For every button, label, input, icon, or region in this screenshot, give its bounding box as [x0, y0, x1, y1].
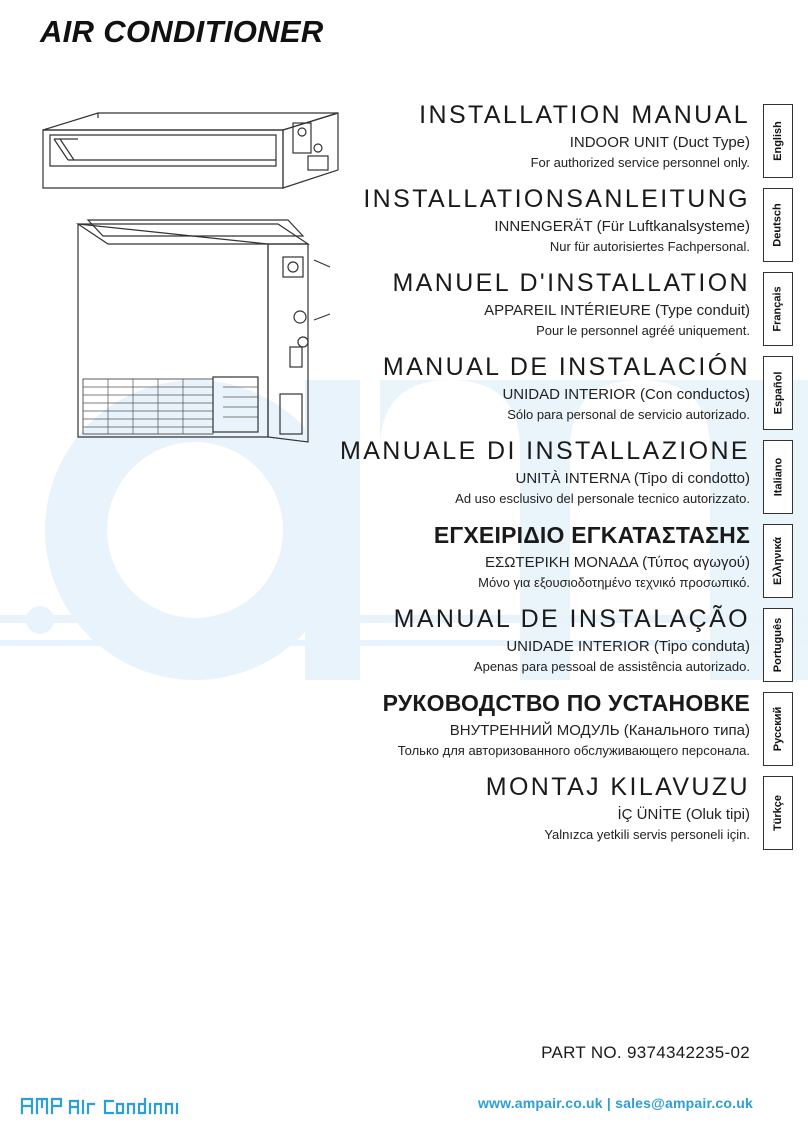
- section-title: MONTAJ KILAVUZU: [485, 773, 750, 801]
- section-title: MANUAL DE INSTALAÇÃO: [393, 605, 750, 633]
- section-title: ΕΓΧΕΙΡΙΔΙΟ ΕΓΚΑΤΑΣΤΑΣΗΣ: [433, 522, 750, 548]
- section-italiano: [290, 436, 750, 506]
- section-subtitle: İÇ ÜNİTE (Oluk tipi): [617, 806, 750, 823]
- section-english: [290, 100, 750, 170]
- section-subtitle: UNIDAD INTERIOR (Con conductos): [502, 386, 750, 403]
- tab-espanol[interactable]: [763, 356, 793, 430]
- section-subtitle: ВНУТРЕННИЙ МОДУЛЬ (Канального типа): [449, 722, 750, 739]
- section-title: MANUALE DI INSTALLAZIONE: [340, 437, 750, 465]
- section-note: Yalnızca yetkili servis personeli için.: [544, 827, 750, 842]
- section-subtitle: UNITÀ INTERNA (Tipo di condotto): [515, 470, 750, 487]
- section-subtitle: UNIDADE INTERIOR (Tipo conduta): [506, 638, 750, 655]
- email-link[interactable]: sales@ampair.co.uk: [615, 1095, 753, 1111]
- tab-ellinika[interactable]: [763, 524, 793, 598]
- section-turkce: [290, 772, 750, 842]
- section-portugues: [290, 604, 750, 674]
- tab-turkce[interactable]: [763, 776, 793, 850]
- tab-label: Türkçe: [772, 794, 785, 832]
- section-note: Apenas para pessoal de assistência autorizado.: [473, 659, 750, 674]
- tab-label: Português: [772, 617, 784, 673]
- section-subtitle: APPAREIL INTÉRIEURE (Type conduit): [484, 302, 750, 319]
- amp-air-conditioning-logo: [20, 1093, 180, 1115]
- section-title: РУКОВОДСТВО ПО УСТАНОВКЕ: [382, 690, 750, 716]
- tab-italiano[interactable]: [763, 440, 793, 514]
- section-deutsch: [290, 184, 750, 254]
- contact-separator: |: [606, 1095, 612, 1111]
- tab-label: Ελληνικά: [772, 537, 784, 585]
- section-espanol: [290, 352, 750, 422]
- section-subtitle: INDOOR UNIT (Duct Type): [569, 134, 750, 151]
- tab-label: English: [772, 121, 785, 161]
- tab-english[interactable]: [763, 104, 793, 178]
- section-ellinika: [290, 520, 750, 590]
- section-note: Ad uso esclusivo del personale tecnico autorizzato.: [455, 491, 750, 506]
- tab-deutsch[interactable]: [763, 188, 793, 262]
- tab-label: Deutsch: [772, 203, 784, 247]
- section-title: INSTALLATION MANUAL: [419, 101, 750, 129]
- part-number: PART NO. 9374342235-02: [541, 1043, 750, 1062]
- section-note: Nur für autorisiertes Fachpersonal.: [549, 239, 750, 254]
- section-note: Pour le personnel agréé uniquement.: [536, 323, 750, 338]
- document-title: AIR CONDITIONER: [40, 14, 324, 49]
- website-link[interactable]: www.ampair.co.uk: [477, 1095, 603, 1111]
- tab-portugues[interactable]: [763, 608, 793, 682]
- tab-label: Русский: [772, 706, 785, 752]
- section-note: Sólo para personal de servicio autorizado.: [507, 407, 750, 422]
- section-title: MANUEL D'INSTALLATION: [392, 269, 750, 297]
- contact-info: [478, 1095, 753, 1111]
- section-note: Только для авторизованного обслуживающего персонала.: [397, 743, 750, 758]
- section-subtitle: ΕΣΩΤΕΡΙΚΗ ΜΟΝΑΔΑ (Τύπος αγωγού): [484, 554, 750, 571]
- tab-russkiy[interactable]: [763, 692, 793, 766]
- section-title: MANUAL DE INSTALACIÓN: [382, 353, 750, 381]
- tab-francais[interactable]: [763, 272, 793, 346]
- section-russkiy: [290, 688, 750, 758]
- tab-label: Español: [772, 371, 785, 415]
- section-note: For authorized service personnel only.: [530, 155, 750, 170]
- tab-label: Français: [772, 286, 784, 332]
- section-subtitle: INNENGERÄT (Für Luftkanalsysteme): [494, 218, 750, 235]
- section-francais: [290, 268, 750, 338]
- tab-label: Italiano: [772, 457, 785, 497]
- section-note: Μόνο για εξουσιοδοτημένο τεχνικό προσωπικό.: [478, 575, 750, 590]
- section-title: INSTALLATIONSANLEITUNG: [363, 185, 750, 213]
